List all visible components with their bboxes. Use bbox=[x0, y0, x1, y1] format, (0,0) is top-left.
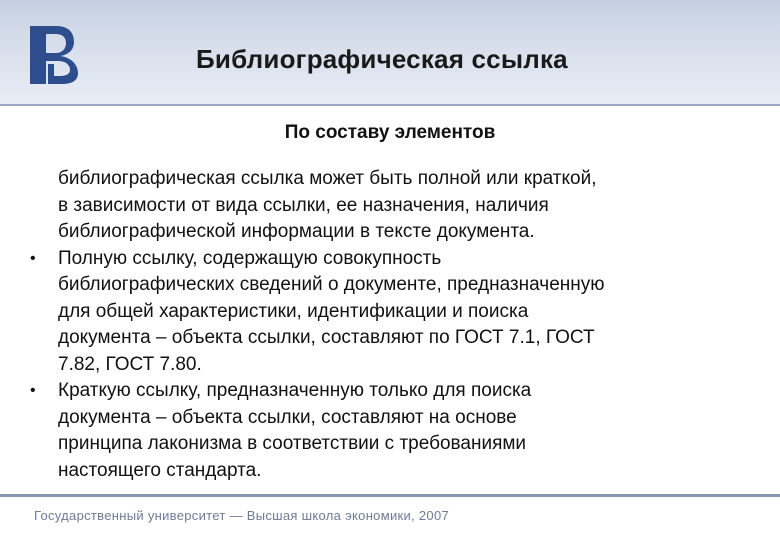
hse-logo-icon bbox=[26, 20, 86, 90]
bullet-marker: • bbox=[30, 249, 36, 267]
header-divider bbox=[0, 104, 780, 106]
slide-body bbox=[30, 166, 758, 484]
text-line: библиографическая ссылка может быть полной или краткой, bbox=[58, 168, 597, 189]
slide-title: Библиографическая ссылка bbox=[196, 44, 568, 74]
slide-subtitle: По составу элементов bbox=[284, 122, 496, 143]
text-line: библиографической информации в тексте документа. bbox=[58, 221, 535, 242]
footer-divider bbox=[0, 494, 780, 497]
text-line: для общей характеристики, идентификации и поиска bbox=[58, 300, 529, 322]
bullet-marker: • bbox=[30, 382, 36, 399]
bullet-item bbox=[30, 378, 758, 484]
text-line: Полную ссылку, содержащую совокупность bbox=[58, 247, 442, 269]
text-line: Краткую ссылку, предназначенную только для поиска bbox=[58, 380, 532, 401]
text-line: в зависимости от вида ссылки, ее назначения, наличия bbox=[58, 194, 549, 216]
intro-paragraph bbox=[58, 166, 758, 246]
bullet-item bbox=[30, 246, 758, 379]
text-line: библиографических сведений о документе, предназначенную bbox=[58, 274, 605, 295]
text-line: принципа лаконизма в соответствии с требованиями bbox=[58, 433, 527, 454]
text-line: 7.82, ГОСТ 7.80. bbox=[58, 353, 202, 375]
text-line: настоящего стандарта. bbox=[58, 459, 262, 481]
text-line: документа – объекта ссылки, составляют на основе bbox=[58, 406, 517, 428]
text-line: документа – объекта ссылки, составляют по ГОСТ 7.1, ГОСТ bbox=[58, 327, 595, 348]
footer-caption: Государственный университет — Высшая школа экономики, 2007 bbox=[34, 508, 449, 523]
